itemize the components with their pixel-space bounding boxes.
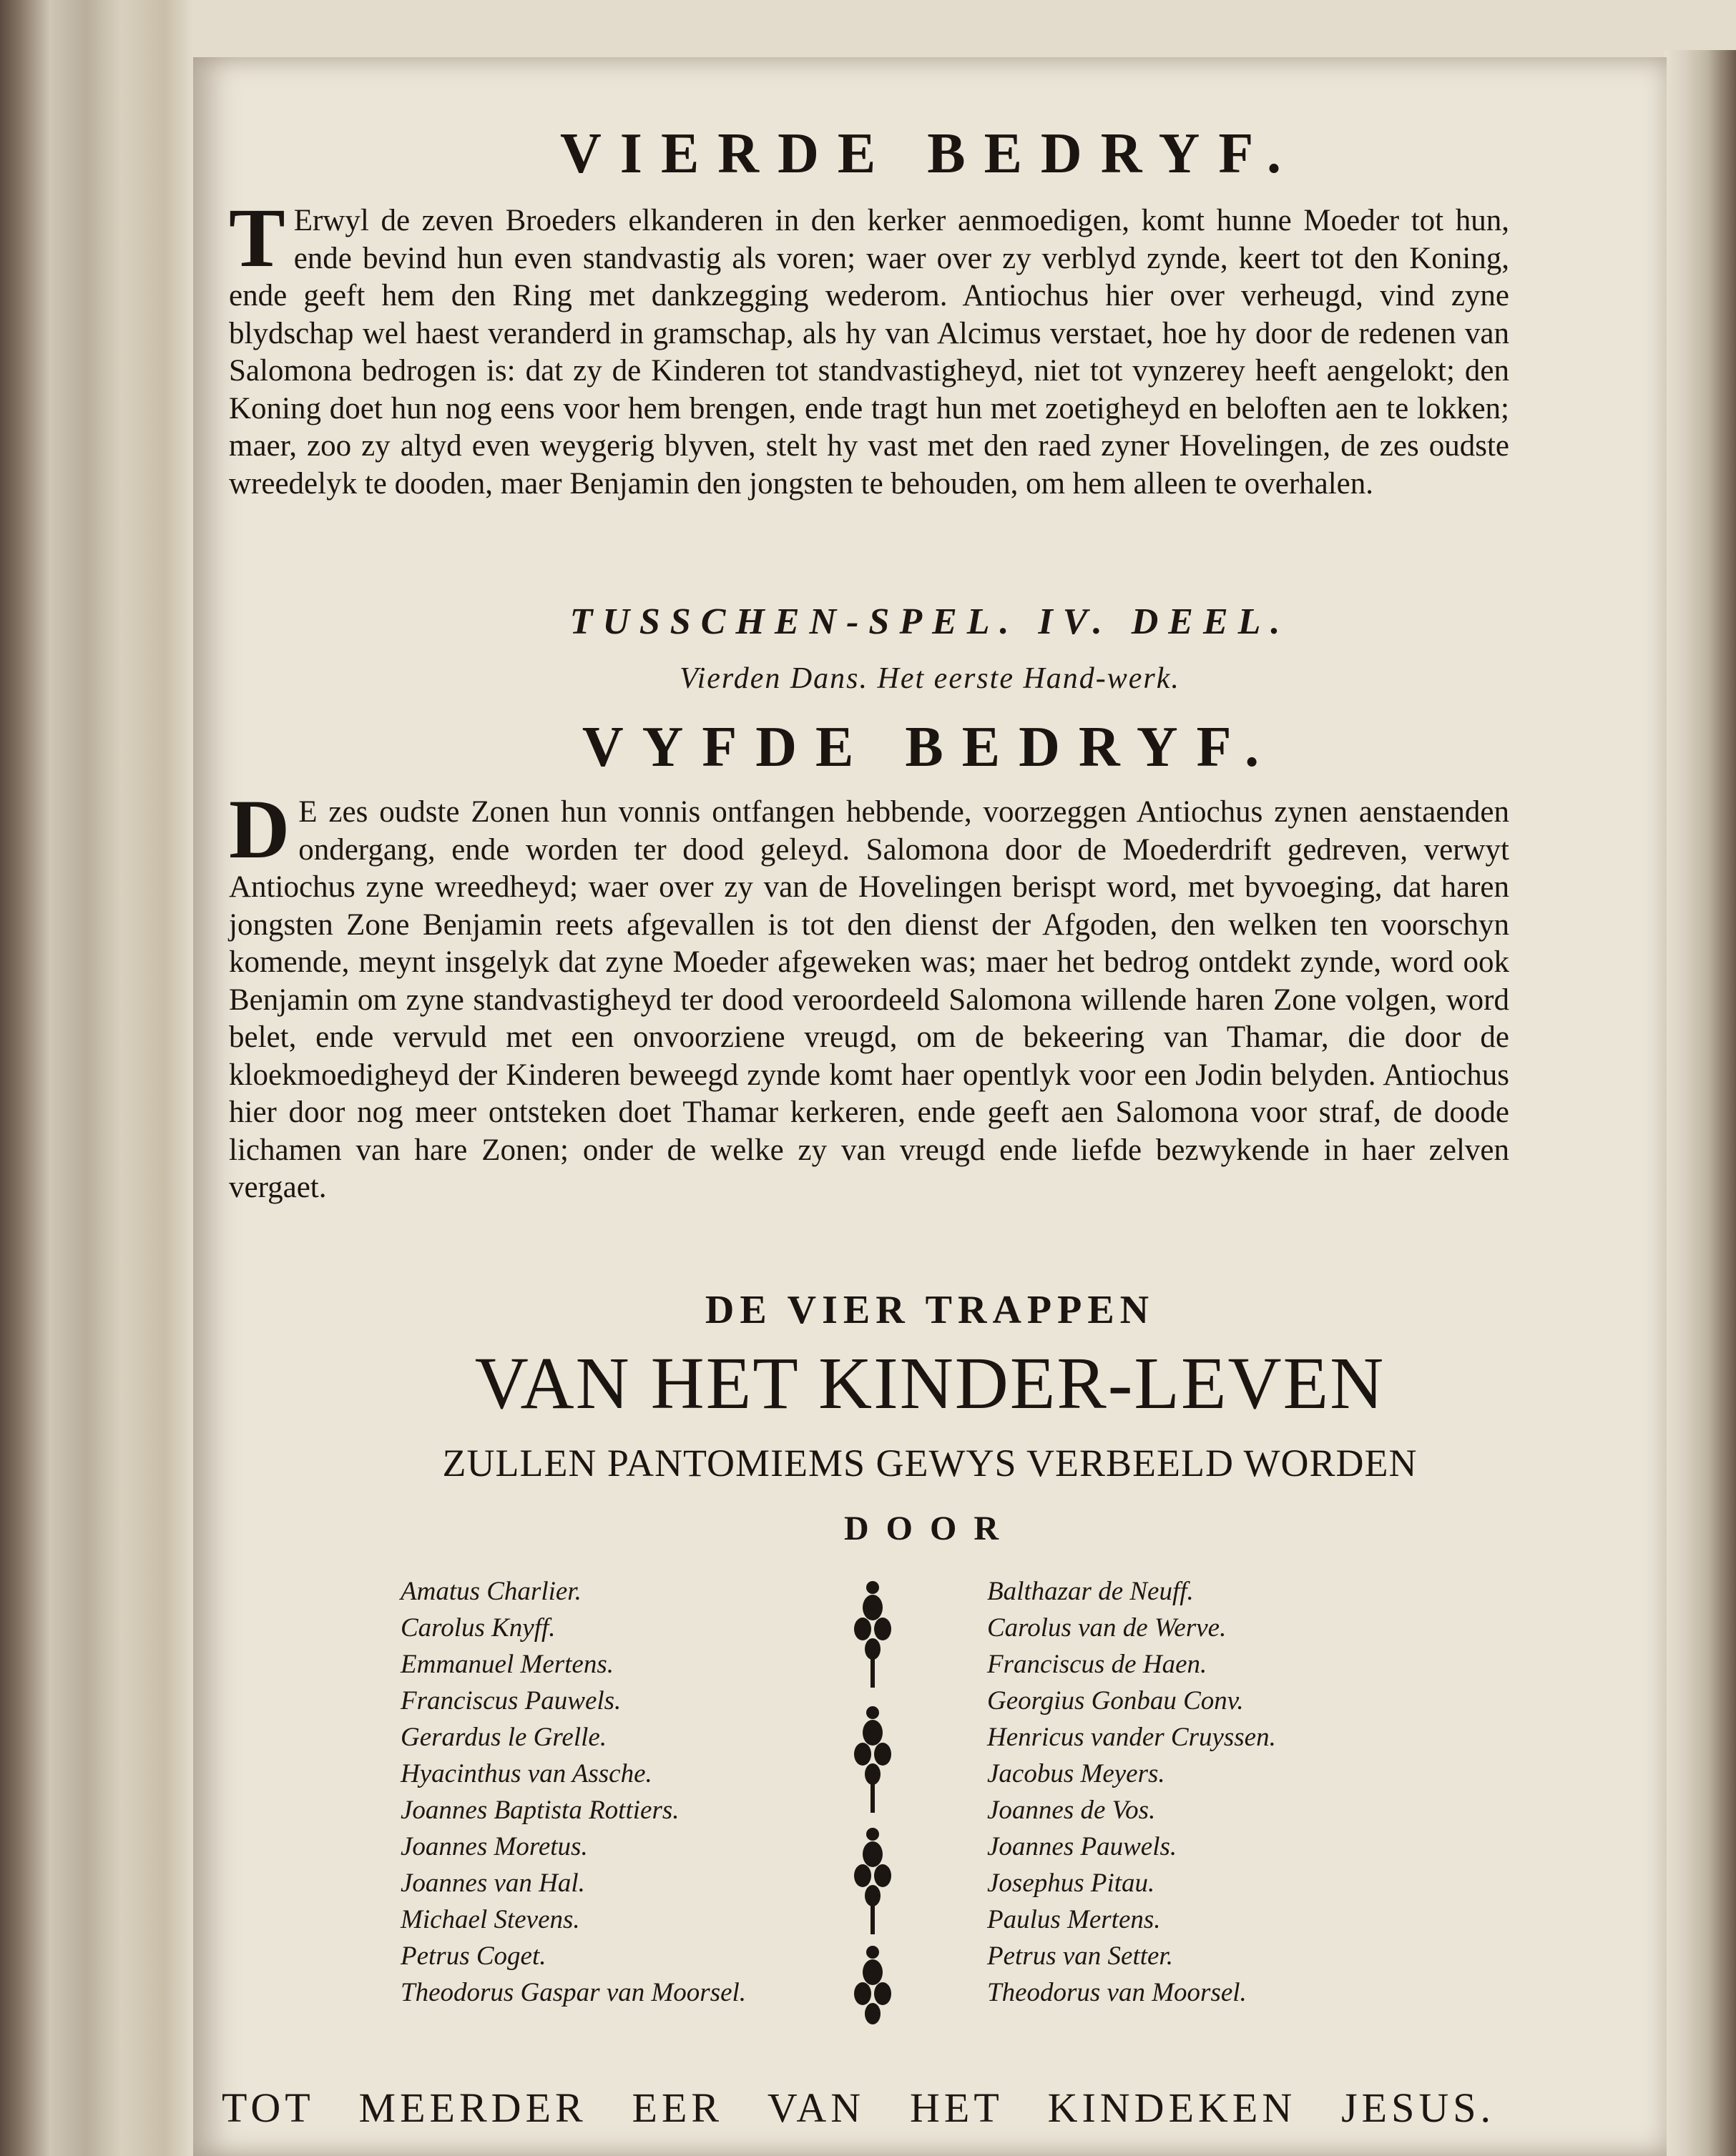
- name-entry: Joannes Moretus.: [401, 1832, 588, 1861]
- act5-text-block: [229, 782, 1509, 1207]
- name-entry: Balthazar de Neuff.: [987, 1577, 1194, 1606]
- name-entry: Amatus Charlier.: [401, 1577, 582, 1606]
- name-entry: Joannes Baptista Rottiers.: [401, 1796, 680, 1825]
- name-entry: Joannes de Vos.: [987, 1796, 1156, 1825]
- act4-title: VIERDE BEDRYF.: [560, 122, 1300, 185]
- pantomime-line4: DOOR: [844, 1510, 1016, 1547]
- interlude-subtitle: Vierden Dans. Het eerste Hand-werk.: [680, 662, 1180, 695]
- act5-title: VYFDE BEDRYF.: [582, 716, 1278, 779]
- pantomime-line3: ZULLEN PANTOMIEMS GEWYS VERBEELD WORDEN: [442, 1442, 1418, 1485]
- page: [193, 57, 1667, 2156]
- name-entry: Jacobus Meyers.: [987, 1759, 1165, 1788]
- ornament-icon: [851, 1573, 894, 2031]
- name-entry: Joannes Pauwels.: [987, 1832, 1177, 1861]
- name-entry: Emmanuel Mertens.: [401, 1650, 614, 1679]
- name-entry: Petrus Coget.: [401, 1941, 546, 1971]
- name-entry: Joannes van Hal.: [401, 1869, 585, 1898]
- name-entry: Paulus Mertens.: [987, 1905, 1161, 1934]
- act5-dropcap: D: [229, 782, 290, 876]
- page-edge-right: [1664, 50, 1736, 2156]
- name-entry: Michael Stevens.: [401, 1905, 580, 1934]
- name-entry: Josephus Pitau.: [987, 1869, 1155, 1898]
- name-entry: Petrus van Setter.: [987, 1941, 1173, 1971]
- name-entry: Franciscus Pauwels.: [401, 1686, 622, 1716]
- act4-dropcap: T: [229, 191, 285, 285]
- footer-line: TOT MEERDER EER VAN HET KINDEKEN JESUS.: [222, 2084, 1495, 2131]
- name-entry: Hyacinthus van Assche.: [401, 1759, 652, 1788]
- act5-text: E zes oudste Zonen hun vonnis ontfangen hebbende, voorzeggen Antiochus zynen aenstaenden ondergang, ende worden ter dood geleyd. Salomona door de Moederdrift gedreven, verwyt Antiochus zyne wreedheyd; waer over zy van de Hovelingen berispt word, met byvoeging, dat haren jongsten Zone Benjamin reets afgevallen is tot den dienst der Afgoden, den welken ten voorschyn komende, meynt insgelyk dat zyne Moeder afgeweken was; maer het bedrog ontdekt zynde, word ook Benjamin om zyne standvastigheyd ter dood veroordeeld Salomona willende haren Zone volgen, word belet, ende vervuld met een onvoorziene vreugd, om de bekeering van Thamar, die door de kloekmoedigheyd der Kinderen beweegd zynde komt haer opentlyk voor een Jodin belyden. Antiochus hier door nog meer ontsteken doet Thamar kerkeren, ende geeft aen Salomona voor straf, de doode lichamen van hare Zonen; onder de welke zy van vreugd ende liefde bezwykende in haer zelven vergaet.: [229, 795, 1509, 1204]
- name-entry: Theodorus Gaspar van Moorsel.: [401, 1978, 747, 2007]
- vertical-ornament: [851, 1573, 894, 2031]
- pantomime-line2: VAN HET KINDER-LEVEN: [474, 1342, 1386, 1424]
- act4-text-block: [229, 191, 1509, 503]
- name-entry: Carolus van de Werve.: [987, 1613, 1227, 1643]
- act4-text: Erwyl de zeven Broeders elkanderen in den kerker aenmoedigen, komt hunne Moeder tot hun, ende bevind hun even standvastig als voren; waer over zy verblyd zynde, keert tot den Koning, ende geeft hem den Ring met dankzegging wederom. Antiochus hier over verheugd, vind zyne blydschap wel haest veranderd in gramschap, als hy van Alcimus verstaet, hoe hy door de redenen van Salomona bedrogen is: dat zy de Kinderen tot standvastigheyd, niet tot vynzerey heeft aengelokt; den Koning doet hun nog eens voor hem brengen, ende tragt hun met zoetigheyd en beloften aen te lokken; maer, zoo zy altyd even weygerig blyven, stelt hy vast met den raed zyner Hovelingen, de zes oudste wreedelyk te dooden, maer Benjamin den jongsten te behouden, om hem alleen te overhalen.: [229, 204, 1509, 501]
- name-entry: Gerardus le Grelle.: [401, 1723, 607, 1752]
- names-left-column: [401, 1573, 746, 2011]
- name-entry: Georgius Gonbau Conv.: [987, 1686, 1244, 1716]
- name-entry: Franciscus de Haen.: [987, 1650, 1207, 1679]
- name-entry: Theodorus van Moorsel.: [987, 1978, 1247, 2007]
- pantomime-line1: DE VIER TRAPPEN: [705, 1288, 1155, 1332]
- names-right-column: [987, 1573, 1276, 2011]
- name-entry: Henricus vander Cruyssen.: [987, 1723, 1276, 1752]
- name-entry: Carolus Knyff.: [401, 1613, 556, 1643]
- interlude-title: TUSSCHEN-SPEL. IV. DEEL.: [569, 601, 1290, 642]
